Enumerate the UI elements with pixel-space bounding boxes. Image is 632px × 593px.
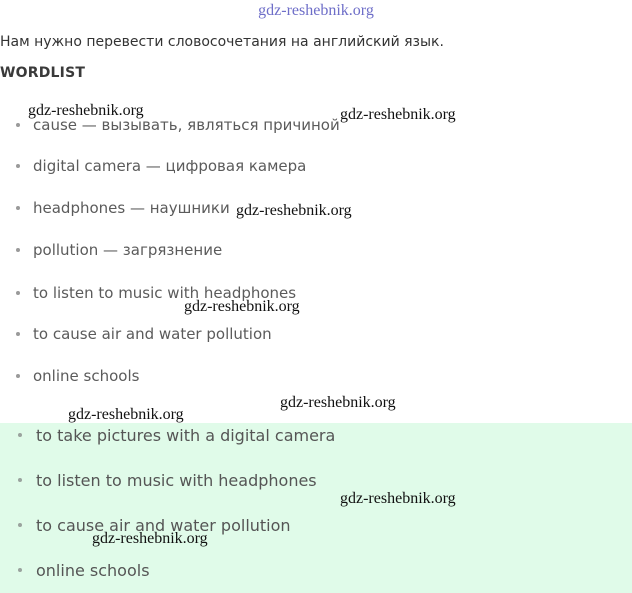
- site-watermark-header: gdz-reshebnik.org: [258, 2, 374, 19]
- bullet-icon: [16, 123, 20, 127]
- watermark: gdz-reshebnik.org: [236, 202, 352, 219]
- list-item: [16, 239, 222, 261]
- bullet-icon: [16, 164, 20, 168]
- answer-item: [18, 423, 335, 447]
- bullet-icon: [16, 374, 20, 378]
- bullet-icon: [16, 248, 20, 252]
- list-item-text: pollution — загрязнение: [33, 241, 223, 259]
- bullet-icon: [18, 568, 22, 572]
- list-item-text: online schools: [33, 367, 140, 385]
- wordlist-heading: WORDLIST: [0, 65, 86, 81]
- list-item-text: to listen to music with headphones: [33, 284, 297, 302]
- list-item: [16, 323, 272, 345]
- bullet-icon: [16, 332, 20, 336]
- watermark: gdz-reshebnik.org: [28, 102, 144, 119]
- watermark: gdz-reshebnik.org: [280, 394, 396, 411]
- list-item: [16, 197, 230, 219]
- watermark: gdz-reshebnik.org: [92, 530, 208, 547]
- answer-block: [0, 423, 632, 593]
- bullet-icon: [16, 206, 20, 210]
- list-item: [16, 365, 139, 387]
- list-item-text: cause — вызывать, являться причиной: [33, 116, 340, 134]
- bullet-icon: [18, 433, 22, 437]
- bullet-icon: [16, 291, 20, 295]
- watermark: gdz-reshebnik.org: [184, 298, 300, 315]
- watermark: gdz-reshebnik.org: [340, 106, 456, 123]
- answer-text: to take pictures with a digital camera: [36, 425, 336, 445]
- answer-text: to cause air and water pollution: [36, 515, 291, 535]
- watermark: gdz-reshebnik.org: [68, 406, 184, 423]
- answer-text: online schools: [36, 560, 150, 580]
- answer-item: [18, 468, 317, 492]
- bullet-icon: [18, 478, 22, 482]
- list-item: [16, 155, 306, 177]
- list-item-text: to cause air and water pollution: [33, 325, 272, 343]
- intro-text: Нам нужно перевести словосочетания на английский язык.: [0, 34, 444, 50]
- list-item-text: headphones — наушники: [33, 199, 230, 217]
- bullet-icon: [18, 523, 22, 527]
- answer-text: to listen to music with headphones: [36, 470, 317, 490]
- list-item-text: digital camera — цифровая камера: [33, 157, 307, 175]
- answer-item: [18, 558, 150, 582]
- watermark: gdz-reshebnik.org: [340, 490, 456, 507]
